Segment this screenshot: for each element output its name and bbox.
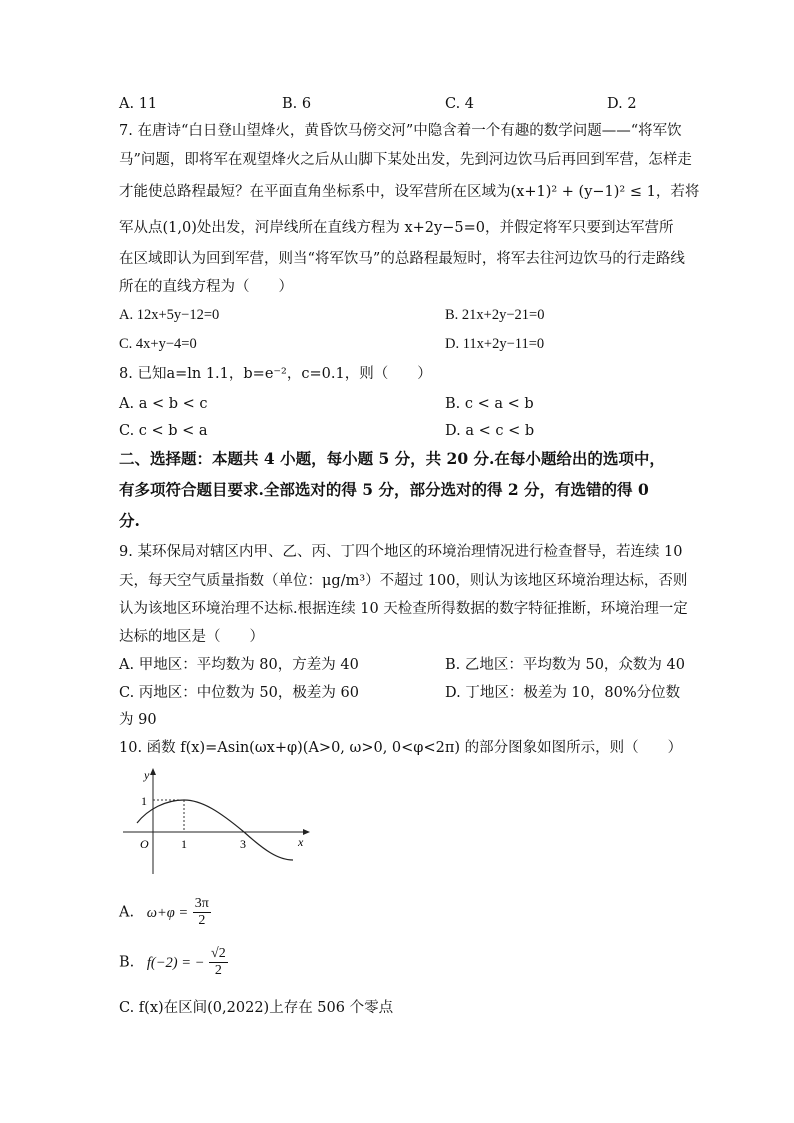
- q9-option-c: C. 丙地区：中位数为 50，极差为 60: [119, 685, 359, 701]
- q7-line-2: 马”问题，即将军在观望烽火之后从山脚下某处出发，先到河边饮马后再回到军营，怎样走: [119, 152, 692, 168]
- q9-option-d-continued: 为 90: [119, 712, 157, 728]
- q9-line-3: 认为该地区环境治理不达标.根据连续 10 天检查所得数据的数字特征推断，环境治理一定: [119, 601, 688, 617]
- q10-option-c: C. f(x)在区间(0,2022)上存在 506 个零点: [119, 1000, 394, 1016]
- q10-option-b-denominator: 2: [214, 963, 222, 978]
- q8-option-b: B. c < a < b: [445, 396, 534, 412]
- section-2-heading-line-2: 有多项符合题目要求.全部选对的得 5 分，部分选对的得 2 分，有选错的得 0: [119, 480, 649, 499]
- q9-option-d: D. 丁地区：极差为 10，80%分位数: [445, 685, 681, 701]
- q10-option-b-fraction: [209, 946, 228, 979]
- q7-line-5: 在区域即认为回到军营，则当“将军饮马”的总路程最短时，将军去往河边饮马的行走路线: [119, 251, 685, 267]
- graph-sine-curve: [137, 800, 293, 860]
- q10-option-a-prefix: A.: [119, 904, 135, 921]
- q9-option-b: B. 乙地区：平均数为 50，众数为 40: [445, 657, 685, 673]
- q10-option-a-denominator: 2: [198, 913, 206, 928]
- graph-origin-label: O: [140, 837, 149, 851]
- q10-option-a-expr: ω+φ =: [146, 904, 189, 921]
- q10-stem: 10. 函数 f(x)=Asin(ωx+φ)(A>0, ω>0, 0<φ<2π) 的部分图象如图所示，则（ ）: [119, 740, 683, 756]
- q10-option-a-fraction: [193, 896, 211, 929]
- q7-option-b: B. 21x+2y−21=0: [445, 307, 545, 323]
- q10-option-b: [119, 946, 228, 979]
- graph-tick-y-1: 1: [141, 794, 147, 808]
- graph-y-label: y: [144, 768, 150, 782]
- q8-option-a: A. a < b < c: [119, 396, 208, 412]
- q7-line-1: 7. 在唐诗“白日登山望烽火，黄昏饮马傍交河”中隐含着一个有趣的数学问题——“将军饮: [119, 123, 682, 139]
- q9-line-1: 9. 某环保局对辖区内甲、乙、丙、丁四个地区的环境治理情况进行检查督导，若连续 10: [119, 544, 683, 560]
- q7-option-a: A. 12x+5y−12=0: [119, 307, 220, 323]
- q9-line-4: 达标的地区是（ ）: [119, 629, 264, 645]
- q6-option-a: A. 11: [119, 96, 158, 112]
- q8-option-c: C. c < b < a: [119, 423, 208, 439]
- q9-line-2: 天，每天空气质量指数（单位：μg/m³）不超过 100，则认为该地区环境治理达标，否则: [119, 573, 688, 589]
- section-2-heading-line-3: 分.: [119, 511, 140, 530]
- q10-option-b-prefix: B.: [119, 954, 135, 971]
- q7-option-d: D. 11x+2y−11=0: [445, 336, 545, 352]
- graph-x-arrow: [303, 829, 310, 835]
- q10-option-b-numerator: √2: [211, 946, 226, 961]
- q7-line-4: 军从点(1,0)处出发，河岸线所在直线方程为 x+2y−5=0，并假定将军只要到达军营所: [119, 220, 674, 236]
- q7-option-c: C. 4x+y−4=0: [119, 336, 197, 352]
- q6-option-d: D. 2: [607, 96, 637, 112]
- q10-option-a: [119, 896, 211, 929]
- q9-option-a: A. 甲地区：平均数为 80，方差为 40: [119, 657, 359, 673]
- q10-option-a-numerator: 3π: [194, 896, 209, 911]
- section-2-heading-line-1: 二、选择题：本题共 4 小题，每小题 5 分，共 20 分.在每小题给出的选项中，: [119, 449, 665, 468]
- q7-line-6: 所在的直线方程为（ ）: [119, 279, 293, 295]
- graph-tick-x-1: 1: [181, 837, 187, 851]
- graph-y-arrow: [150, 768, 156, 775]
- q10-sine-graph: [118, 764, 318, 876]
- q8-option-d: D. a < c < b: [445, 423, 535, 439]
- q10-option-b-expr: f(−2) = −: [146, 954, 205, 971]
- q6-option-b: B. 6: [282, 96, 312, 112]
- graph-tick-x-3: 3: [240, 837, 246, 851]
- q6-option-c: C. 4: [445, 96, 475, 112]
- graph-x-label: x: [298, 835, 304, 849]
- q8-stem: 8. 已知a=ln 1.1，b=e⁻²，c=0.1，则（ ）: [119, 366, 432, 382]
- q7-line-3: 才能使总路程最短？在平面直角坐标系中，设军营所在区域为(x+1)² + (y−1)² ≤ 1，若将: [119, 184, 700, 200]
